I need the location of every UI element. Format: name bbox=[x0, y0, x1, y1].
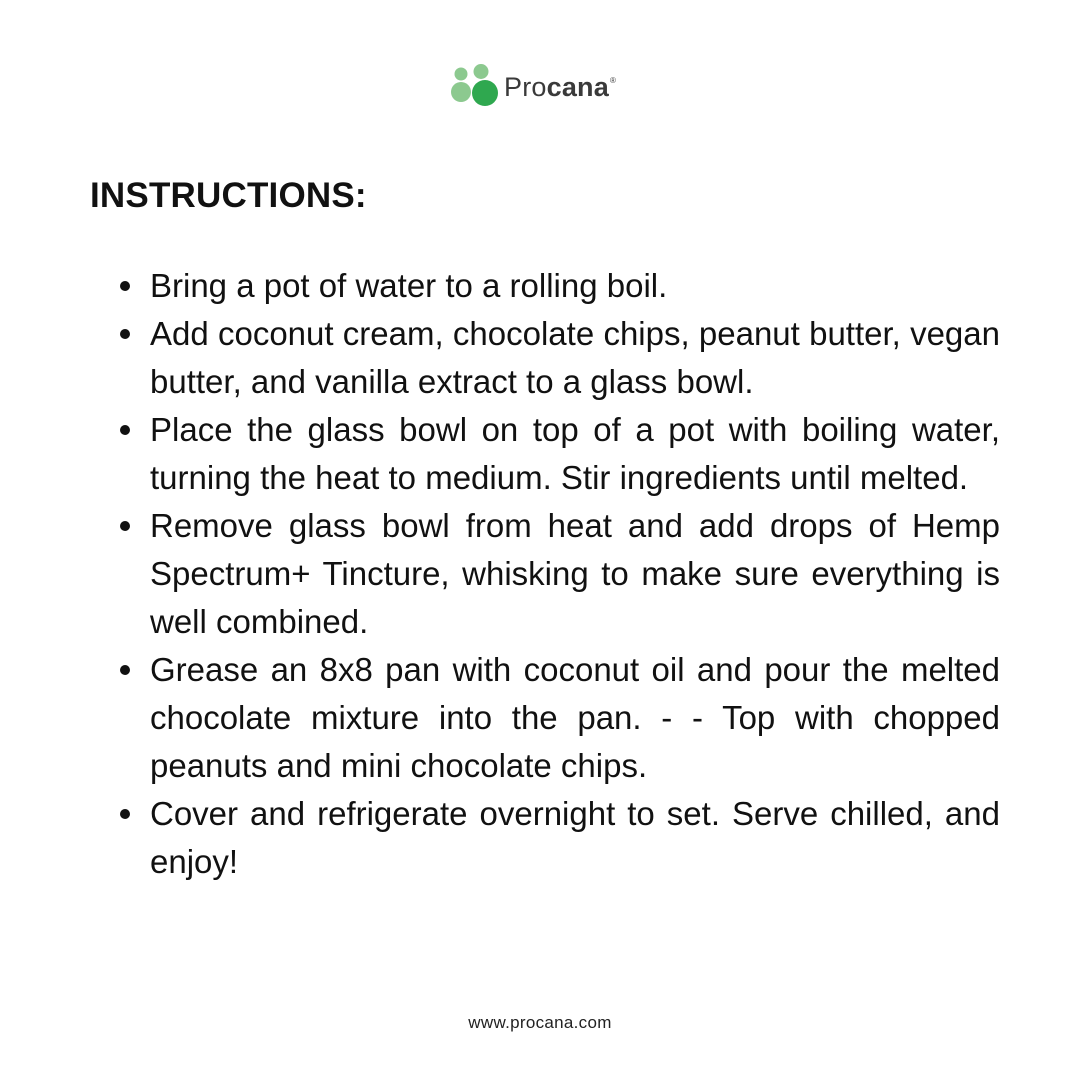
instruction-step bbox=[150, 502, 1000, 646]
step-text: Place the glass bowl on top of a pot with boiling water, turning the heat to medium. Stir ingredients until melted. bbox=[150, 411, 1000, 496]
step-text: Grease an 8x8 pan with coconut oil and pour the melted chocolate mixture into the pan. - - Top with chopped peanuts and mini chocolate chips. bbox=[150, 651, 1000, 784]
instructions-heading: INSTRUCTIONS: bbox=[90, 176, 367, 215]
instruction-step bbox=[150, 406, 1000, 502]
instruction-step bbox=[150, 262, 1000, 310]
brand-name bbox=[504, 72, 616, 101]
instructions-list bbox=[150, 262, 1000, 886]
procana-leaf-icon bbox=[450, 62, 502, 110]
website-url: www.procana.com bbox=[468, 1013, 612, 1032]
brand-name-prefix: Pro bbox=[504, 71, 547, 102]
bullet-icon bbox=[120, 425, 130, 435]
registered-mark: ® bbox=[609, 75, 617, 85]
bullet-icon bbox=[120, 329, 130, 339]
step-text: Bring a pot of water to a rolling boil. bbox=[150, 267, 668, 304]
instruction-step bbox=[150, 790, 1000, 886]
procana-logo bbox=[450, 62, 616, 110]
bullet-icon bbox=[120, 809, 130, 819]
bullet-icon bbox=[120, 665, 130, 675]
bullet-icon bbox=[120, 281, 130, 291]
step-text: Add coconut cream, chocolate chips, peanut butter, vegan butter, and vanilla extract to a glass bowl. bbox=[150, 315, 1000, 400]
instruction-step bbox=[150, 646, 1000, 790]
step-text: Cover and refrigerate overnight to set. Serve chilled, and enjoy! bbox=[150, 795, 1000, 880]
instruction-step bbox=[150, 310, 1000, 406]
step-text: Remove glass bowl from heat and add drops of Hemp Spectrum+ Tincture, whisking to make sure everything is well combined. bbox=[150, 507, 1000, 640]
brand-name-suffix: cana bbox=[546, 71, 609, 102]
bullet-icon bbox=[120, 521, 130, 531]
